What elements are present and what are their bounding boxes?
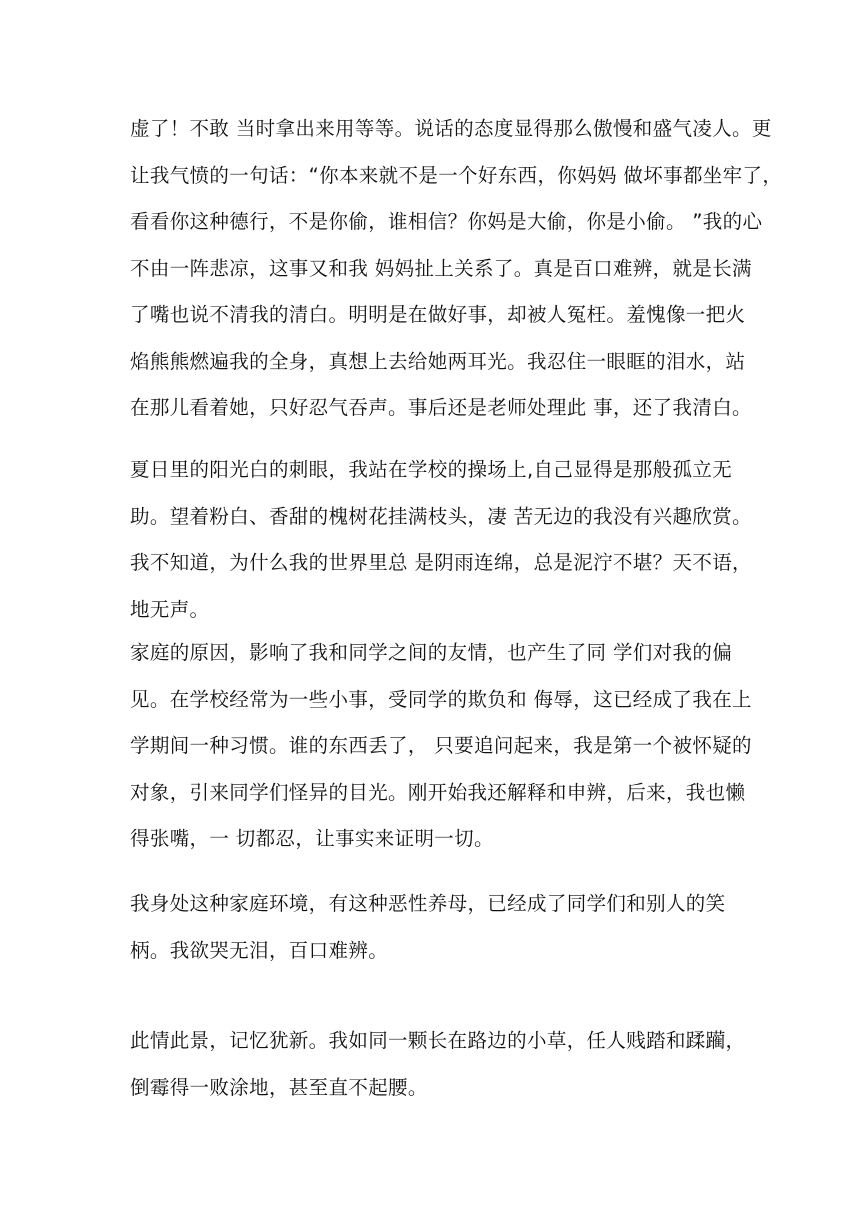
paragraph-5: [130, 1018, 746, 1111]
text-line: 对象，引来同学们怪异的目光。刚开始我还解释和申辨，后来，我也懒: [130, 780, 746, 804]
text-line: 我身处这种家庭环境，有这种恶性养母，已经成了同学们和别人的笑: [130, 892, 726, 915]
text-line: 不由一阵悲凉，这事又和我 妈妈扯上关系了。真是百口难辨，就是长满: [130, 256, 752, 280]
paragraph-1: [130, 106, 783, 432]
text-line: 在那儿看着她，只好忍气吞声。事后还是老师处理此 事，还了我清白。: [130, 396, 752, 419]
text-line: 此情此景，记忆犹新。我如同一颗长在路边的小草，任人贱踏和蹂躏，: [130, 1029, 746, 1052]
text-line: 得张嘴，一 切都忍，让事实来证明一切。: [130, 827, 494, 850]
paragraph-3: [130, 630, 752, 863]
text-line: 地无声。: [130, 597, 210, 621]
text-line: 让我气愤的一句话：“你本来就不是一个好东西，你妈妈 做坏事都坐牢了，: [130, 163, 783, 187]
text-line: 见。在学校经常为一些小事，受同学的欺负和 侮辱，这已经成了我在上: [130, 687, 752, 711]
text-line: 虚了！不敢 当时拿出来用等等。说话的态度显得那么傲慢和盛气凌人。更: [130, 117, 772, 140]
paragraph-4: [130, 881, 730, 974]
text-line: 柄。我欲哭无泪，百口难辨。: [130, 938, 389, 962]
paragraph-2: [130, 447, 752, 633]
text-line: 了嘴也说不清我的清白。明明是在做好事，却被人冤枉。羞愧像一把火: [130, 303, 746, 326]
text-line: 焰熊熊燃遍我的全身，真想上去给她两耳光。我忍住一眼眶的泪水，站: [130, 349, 746, 373]
text-line: 夏日里的阳光白的刺眼，我站在学校的操场上,自己显得是那般孤立无: [130, 458, 733, 481]
text-line: 家庭的原因，影响了我和同学之间的友情，也产生了同 学们对我的偏: [130, 641, 733, 664]
text-line: 看看你这种德行，不是你偷，谁相信？你妈是大偷，你是小偷。 ”我的心: [130, 210, 763, 233]
text-line: 学期间一种习惯。谁的东西丢了， 只要追问起来，我是第一个被怀疑的: [130, 734, 752, 757]
text-line: 我不知道，为什么我的世界里总 是阴雨连绵，总是泥泞不堪？天不语，: [130, 551, 752, 574]
text-line: 助。望着粉白、香甜的槐树花挂满枝头，凄 苦无边的我没有兴趣欣赏。: [130, 504, 752, 528]
text-line: 倒霉得一败涂地，甚至直不起腰。: [130, 1075, 428, 1099]
